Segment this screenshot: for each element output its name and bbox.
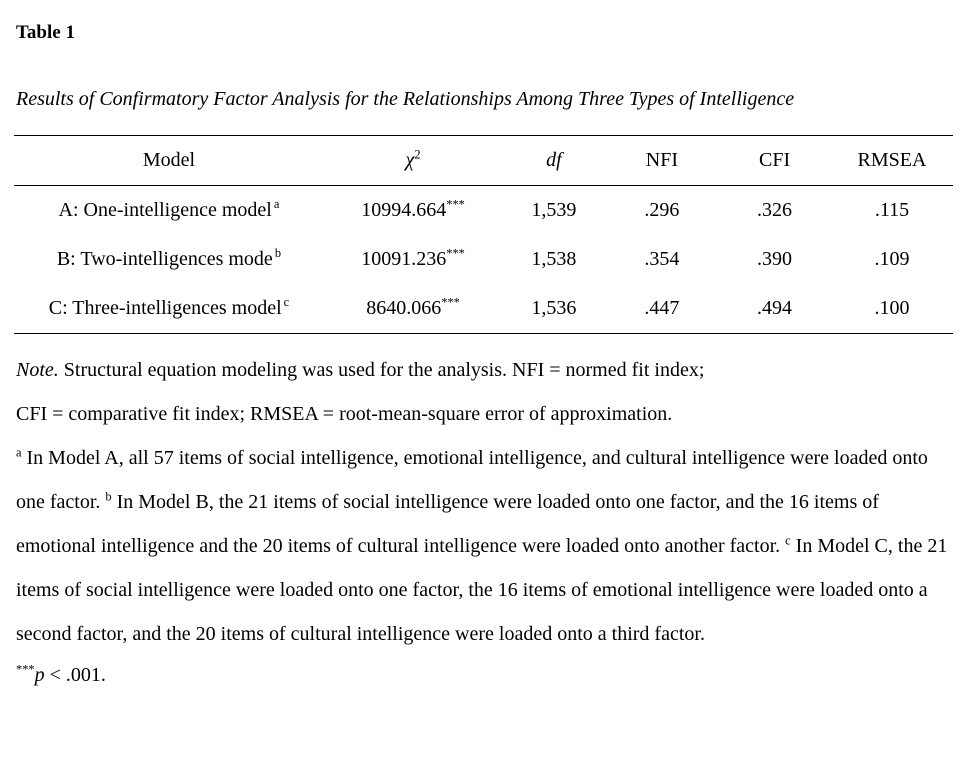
header-model: Model	[14, 136, 324, 186]
model-c-chi2	[324, 284, 502, 334]
footnotes-paragraph	[16, 436, 953, 656]
p-symbol: p	[34, 664, 45, 686]
model-b-sig-stars: ***	[446, 246, 465, 261]
model-c-cfi: .494	[757, 297, 793, 319]
model-b-df: 1,538	[531, 248, 577, 270]
table-number-label: Table 1	[16, 22, 75, 43]
table-body	[14, 186, 953, 334]
note-text-line1: Structural equation modeling was used for the analysis. NFI = normed fit index;	[58, 359, 705, 381]
header-cfi: CFI	[718, 136, 831, 186]
note-label: Note.	[16, 359, 59, 381]
significance-threshold: < .001.	[44, 664, 106, 686]
general-note	[16, 348, 953, 436]
model-c-nfi: .447	[644, 297, 680, 319]
footnote-a-marker: a	[16, 445, 22, 460]
table-row-model-c	[14, 284, 953, 334]
model-b-label: B: Two-intelligences mode	[56, 248, 273, 270]
significance-note	[16, 656, 953, 694]
model-a-chi2	[324, 186, 502, 236]
model-a-sig-stars: ***	[446, 197, 465, 212]
model-b-chi2	[324, 235, 502, 284]
model-c-df: 1,536	[531, 297, 577, 319]
model-c-footnote-marker: c	[283, 295, 290, 310]
model-a-cfi: .326	[757, 199, 793, 221]
model-b-chi2-value: 10091.236	[361, 248, 447, 270]
table-header	[14, 136, 953, 186]
footnote-b-marker: b	[105, 489, 112, 504]
header-nfi: NFI	[606, 136, 719, 186]
model-a-name	[14, 186, 324, 236]
footnote-c-marker: c	[785, 533, 791, 548]
model-b-nfi: .354	[644, 248, 680, 270]
model-c-sig-stars: ***	[441, 295, 460, 310]
table-row-model-b	[14, 235, 953, 284]
table-caption: Results of Confirmatory Factor Analysis for the Relationships Among Three Types of Intelligence	[16, 88, 795, 110]
model-a-footnote-marker: a	[273, 197, 280, 212]
model-c-rmsea: .100	[874, 297, 910, 319]
footnote-c-text: In Model C, the 21 items of social intelligence were loaded onto one factor, the 16 items of emotional intelligence were loaded onto a second factor, and the 20 items of cultural intelligence were loaded onto a third factor.	[16, 535, 948, 645]
chi-exponent: 2	[414, 147, 421, 162]
note-text-line2: CFI = comparative fit index; RMSEA = root-mean-square error of approximation.	[16, 403, 673, 425]
model-b-name	[14, 235, 324, 284]
footnote-b-text: In Model B, the 21 items of social intelligence were loaded onto one factor, and the 16 items of emotional intelligence and the 20 items of cultural intelligence were loaded onto another factor.	[16, 491, 879, 557]
header-df: df	[502, 136, 605, 186]
model-c-label: C: Three-intelligences model	[48, 297, 282, 319]
header-chi-square	[324, 136, 502, 186]
model-b-cfi: .390	[757, 248, 793, 270]
table-row-model-a	[14, 186, 953, 236]
model-a-chi2-value: 10994.664	[361, 199, 447, 221]
model-c-name	[14, 284, 324, 334]
model-b-footnote-marker: b	[274, 246, 282, 261]
model-a-label: A: One-intelligence model	[58, 199, 272, 221]
model-a-df: 1,539	[531, 199, 577, 221]
model-b-rmsea: .109	[874, 248, 910, 270]
cfa-results-table	[14, 135, 953, 334]
significance-stars: ***	[16, 662, 35, 677]
model-c-chi2-value: 8640.066	[366, 297, 442, 319]
model-a-nfi: .296	[644, 199, 680, 221]
header-row	[14, 136, 953, 186]
model-a-rmsea: .115	[874, 199, 910, 221]
header-rmsea: RMSEA	[831, 136, 953, 186]
chi-symbol: χ	[405, 149, 415, 171]
footnote-a-text: In Model A, all 57 items of social intelligence, emotional intelligence, and cultural intelligence were loaded onto one factor.	[16, 447, 928, 513]
table-notes	[16, 348, 953, 694]
